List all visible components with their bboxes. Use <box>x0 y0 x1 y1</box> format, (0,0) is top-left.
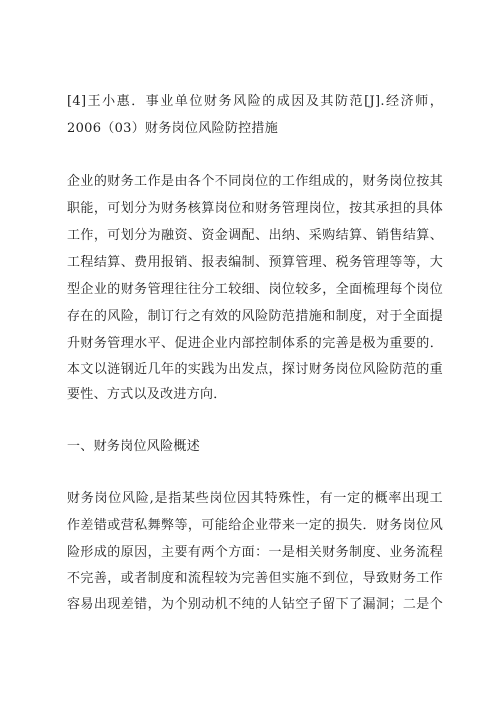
intro-line: 企业的财务工作是由各个不同岗位的工作组成的，财务岗位按其 <box>67 174 443 189</box>
intro-line: 要性、方式以及改进方向． <box>67 387 227 402</box>
section-line: 险形成的原因，主要有两个方面：一是相关财务制度、业务流程 <box>67 545 443 560</box>
intro-line: 存在的风险，制订行之有效的风险防范措施和制度，对于全面提 <box>67 309 443 324</box>
intro-line: 升财务管理水平、促进企业内部控制体系的完善是极为重要的． <box>67 336 443 351</box>
section-line: 容易出现差错，为个别动机不纯的人钻空子留下了漏洞；二是个 <box>67 597 443 612</box>
reference-line-2: 2006（03）财务岗位风险防控措施 <box>67 121 279 136</box>
intro-line: 型企业的财务管理往往分工较细、岗位较多，全面梳理每个岗位 <box>67 282 443 297</box>
intro-line: 本文以涟钢近几年的实践为出发点，探讨财务岗位风险防范的重 <box>67 362 443 377</box>
intro-line: 职能，可划分为财务核算岗位和财务管理岗位，按其承担的具体 <box>67 201 443 216</box>
intro-line: 工作，可划分为融资、资金调配、出纳、采购结算、销售结算、 <box>67 228 443 243</box>
section-line: 作差错或营私舞弊等，可能给企业带来一定的损失．财务岗位风 <box>67 518 443 533</box>
intro-line: 工程结算、费用报销、报表编制、预算管理、税务管理等等，大 <box>67 255 443 270</box>
reference-line-1: [4]王小惠．事业单位财务风险的成因及其防范[J].经济师， <box>67 94 443 109</box>
section-line: 财务岗位风险,是指某些岗位因其特殊性，有一定的概率出现工 <box>67 491 443 506</box>
section-line: 不完善，或者制度和流程较为完善但实施不到位，导致财务工作 <box>67 571 443 586</box>
section-heading: 一、财务岗位风险概述 <box>67 439 201 454</box>
